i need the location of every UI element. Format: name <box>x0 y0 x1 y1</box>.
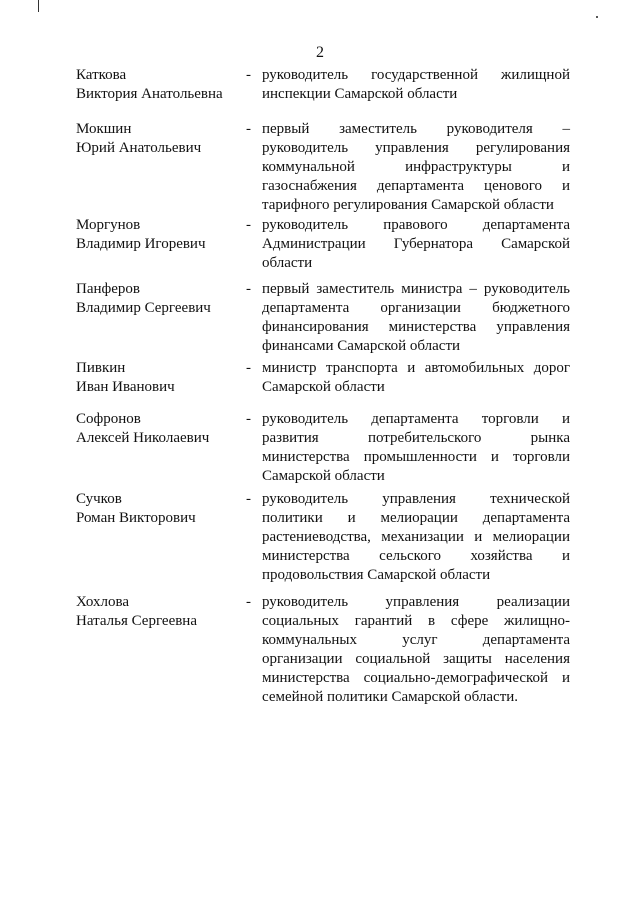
member-role: министр транспорта и автомобильных дорог Самарской области <box>262 360 570 395</box>
separator-dash: - <box>246 411 251 427</box>
member-given-name: Виктория Анатольевна <box>76 86 223 102</box>
separator-dash: - <box>246 67 251 83</box>
member-name <box>76 359 236 397</box>
member-given-name: Владимир Игоревич <box>76 236 206 252</box>
member-given-name: Алексей Николаевич <box>76 430 210 446</box>
member-surname: Софронов <box>76 411 141 427</box>
member-given-name: Владимир Сергеевич <box>76 300 211 316</box>
member-surname: Каткова <box>76 67 127 83</box>
member-name <box>76 490 236 528</box>
member-role: руководитель управления реализации социальных гарантий в сфере жилищно-коммунальных услуг департамента организации социальной защиты населения министерства социально-демографической и семейной политики Самарской области. <box>262 594 570 705</box>
member-given-name: Иван Иванович <box>76 379 175 395</box>
member-role: руководитель управления технической политики и мелиорации департамента растениеводства, механизации и мелиорации министерства сельского хозяйства и продовольствия Самарской области <box>262 491 570 583</box>
member-given-name: Юрий Анатольевич <box>76 140 202 156</box>
member-surname: Пивкин <box>76 360 126 376</box>
separator-dash: - <box>246 491 251 507</box>
member-given-name: Наталья Сергеевна <box>76 613 197 629</box>
member-role: первый заместитель руководителя – руководитель управления регулирования коммунальной инфраструктуры и газоснабжения департамента ценового и тарифного регулирования Самарской области <box>262 121 570 213</box>
member-given-name: Роман Викторович <box>76 510 196 526</box>
page-number: 2 <box>316 44 324 61</box>
member-surname: Мокшин <box>76 121 132 137</box>
member-role: первый заместитель министра – руководитель департамента организации бюджетного финансирования министерства управления финансами Самарской области <box>262 281 570 354</box>
separator-dash: - <box>246 217 251 233</box>
member-name <box>76 66 236 104</box>
member-surname: Моргунов <box>76 217 141 233</box>
member-role: руководитель государственной жилищной инспекции Самарской области <box>262 67 570 102</box>
separator-dash: - <box>246 594 251 610</box>
member-name <box>76 216 236 254</box>
member-role: руководитель правового департамента Администрации Губернатора Самарской области <box>262 217 570 271</box>
member-surname: Хохлова <box>76 594 130 610</box>
separator-dash: - <box>246 360 251 376</box>
member-surname: Сучков <box>76 491 122 507</box>
scan-speck <box>596 16 598 18</box>
separator-dash: - <box>246 121 251 137</box>
member-name <box>76 410 236 448</box>
member-role: руководитель департамента торговли и развития потребительского рынка министерства промышленности и торговли Самарской области <box>262 411 570 484</box>
member-surname: Панферов <box>76 281 140 297</box>
scan-edge-mark <box>38 0 39 12</box>
member-name <box>76 280 236 318</box>
separator-dash: - <box>246 281 251 297</box>
member-name <box>76 120 236 158</box>
member-name <box>76 593 236 631</box>
